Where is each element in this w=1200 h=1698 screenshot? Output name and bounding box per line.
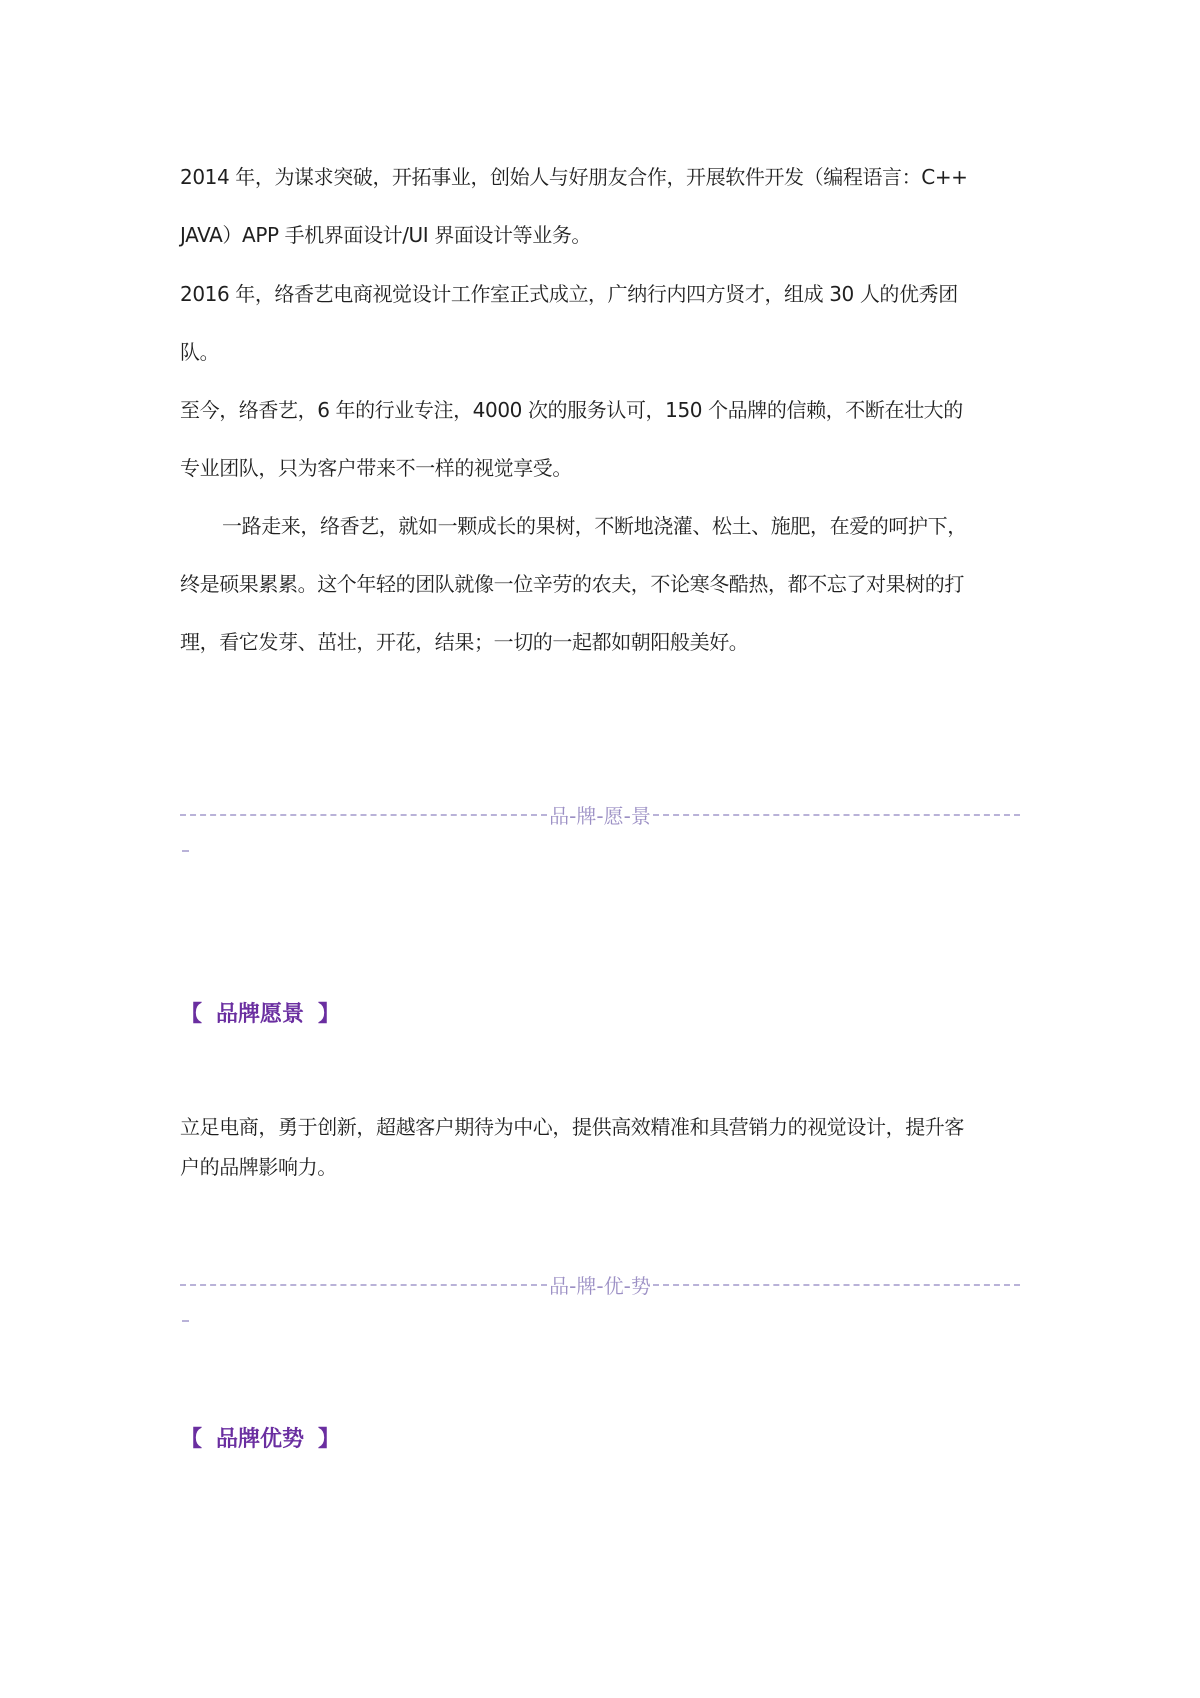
close-bracket: 】 — [318, 1427, 341, 1452]
history-line-7: 一路走来，络香艺，就如一颗成长的果树，不断地浇灌、松土、施肥，在爱的呵护下， — [222, 514, 967, 538]
history-line-8: 终是硕果累累。这个年轻的团队就像一位辛劳的农夫，不论寒冬酷热，都不忘了对果树的打 — [180, 572, 964, 596]
history-line-2: JAVA）APP 手机界面设计/UI 界面设计等业务。 — [180, 223, 592, 247]
vision-line-1: 立足电商，勇于创新，超越客户期待为中心，提供高效精准和具营销力的视觉设计，提升客 — [180, 1115, 964, 1139]
history-line-9: 理，看它发芽、茁壮，开花，结果；一切的一起都如朝阳般美好。 — [180, 630, 749, 654]
history-line-3: 2016 年，络香艺电商视觉设计工作室正式成立，广纳行内四方贤才，组成 30 人的优秀团 — [180, 282, 958, 306]
history-line-6: 专业团队，只为客户带来不一样的视觉享受。 — [180, 456, 572, 480]
divider-label-advantage: 品-牌-优-势 — [549, 1273, 651, 1298]
heading-title-vision: 品牌愿景 — [216, 1002, 305, 1027]
dashed-rule-right — [653, 814, 1020, 816]
open-bracket: 【 — [180, 1427, 203, 1452]
dashed-rule-left — [180, 1284, 547, 1286]
section-divider-vision — [180, 800, 1020, 828]
history-line-5: 至今，络香艺，6 年的行业专注，4000 次的服务认可，150 个品牌的信赖，不断在壮大的 — [180, 398, 963, 422]
close-bracket: 】 — [318, 1002, 341, 1027]
section-heading-advantage — [180, 1425, 340, 1455]
history-line-4: 队。 — [180, 340, 220, 364]
divider-overflow-dash — [182, 1320, 189, 1322]
dashed-rule-left — [180, 814, 547, 816]
divider-overflow-dash — [182, 850, 189, 852]
divider-label-vision: 品-牌-愿-景 — [549, 803, 651, 828]
section-divider-advantage — [180, 1270, 1020, 1298]
dashed-rule-right — [653, 1284, 1020, 1286]
history-line-1: 2014 年，为谋求突破，开拓事业，创始人与好朋友合作，开展软件开发（编程语言：C++ — [180, 165, 968, 189]
vision-line-2: 户的品牌影响力。 — [180, 1155, 337, 1179]
open-bracket: 【 — [180, 1002, 203, 1027]
heading-title-advantage: 品牌优势 — [216, 1427, 305, 1452]
section-heading-vision — [180, 1000, 340, 1030]
